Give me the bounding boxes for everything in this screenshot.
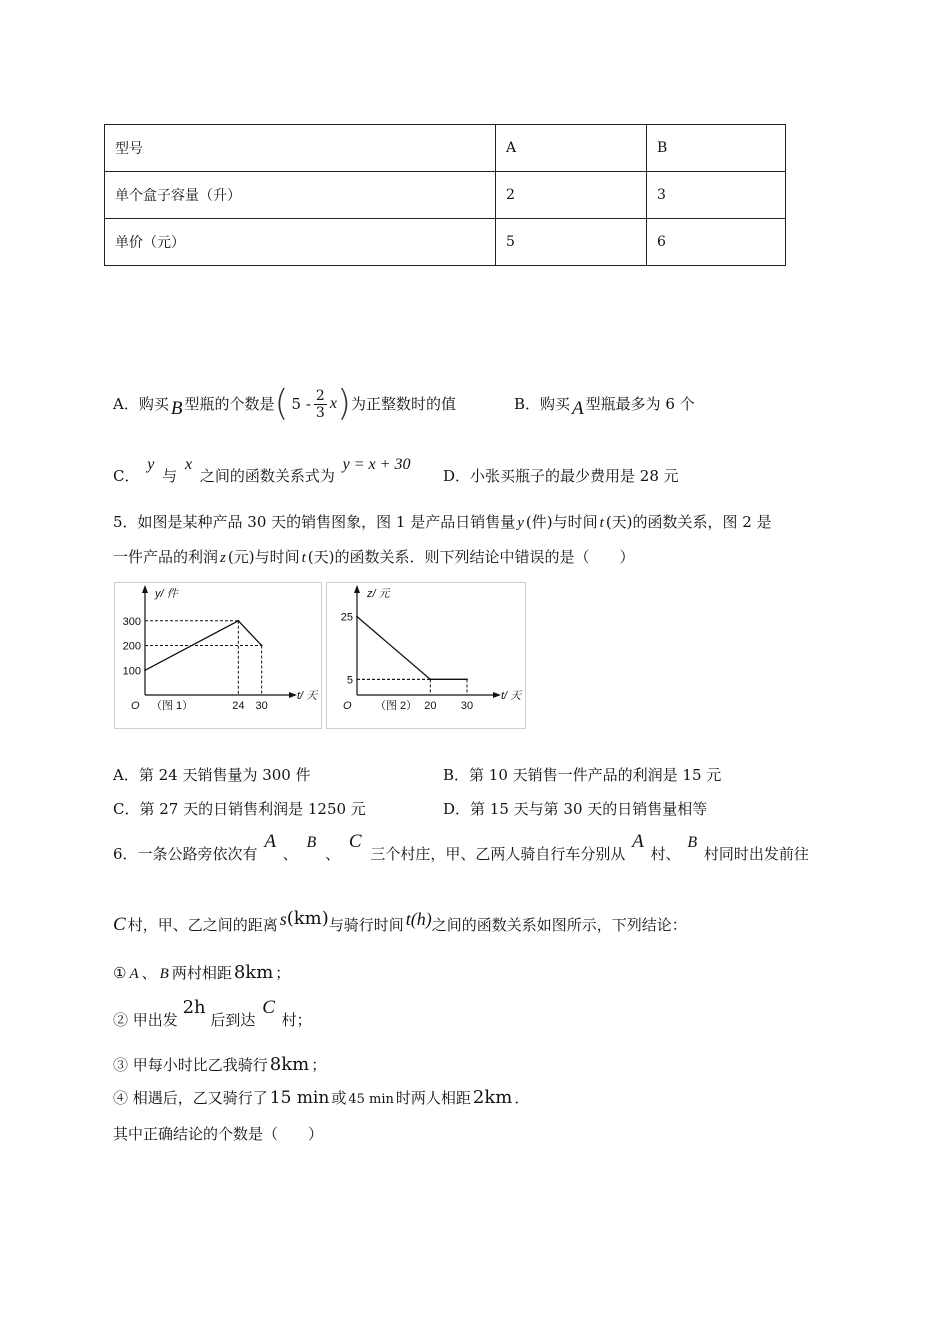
statement-text: ； — [311, 1056, 327, 1074]
table-cell: 型号 — [105, 125, 496, 172]
y-tick-label: 100 — [122, 665, 141, 678]
y-tick-label: 300 — [122, 615, 141, 628]
statement-text: ③ 甲每小时比乙我骑行 — [113, 1056, 268, 1074]
stem-text: (件)与时间 — [525, 513, 598, 531]
fraction-denominator: 3 — [315, 404, 325, 421]
x-axis-arrow — [493, 692, 501, 698]
table-cell: A — [496, 125, 647, 172]
statement-text: 或 — [331, 1089, 347, 1107]
fraction — [314, 388, 327, 421]
y-tick-label: 200 — [122, 640, 141, 653]
statement-text: ． — [514, 1089, 530, 1107]
option-text: 型瓶最多为 6 个 — [585, 395, 695, 413]
y-axis-arrow — [142, 585, 148, 593]
statement-text: 村； — [281, 1011, 312, 1029]
q4-option-b — [514, 384, 695, 424]
q6-stem-line2 — [113, 908, 687, 942]
x-axis-arrow — [289, 692, 297, 698]
math-var: C — [348, 831, 362, 852]
table-cell: 6 — [647, 219, 786, 266]
stem-text: 、 — [282, 845, 298, 863]
spec-table — [104, 124, 786, 266]
q4-option-d: D．小张买瓶子的最少费用是 28 元 — [443, 467, 679, 485]
table-cell: 3 — [647, 172, 786, 219]
table-cell: 单个盒子容量（升） — [105, 172, 496, 219]
math-var: x — [184, 456, 193, 473]
x-axis-label: t/ 天 — [501, 690, 522, 702]
q6-stem-line1 — [113, 832, 809, 864]
paren-left: ( — [274, 383, 289, 424]
math-value: 2km — [472, 1087, 513, 1108]
math-value: 15 min — [269, 1088, 330, 1108]
math-var: z — [220, 550, 226, 566]
table-row — [105, 125, 786, 172]
math-expr: 5 - — [291, 395, 311, 413]
data-point — [144, 669, 146, 671]
chart-figure-2 — [326, 582, 526, 729]
stem-text: 三个村庄，甲、乙两人骑自行车分别从 — [370, 845, 626, 863]
statement-text: 两村相距 — [171, 964, 232, 982]
figure-caption: （图 2） — [375, 700, 418, 712]
data-point — [356, 616, 358, 618]
y-tick-label: 25 — [340, 611, 353, 624]
stem-text: 村、 — [650, 845, 681, 863]
stem-text: 与骑行时间 — [328, 916, 404, 934]
table-cell: 2 — [496, 172, 647, 219]
math-var: s — [279, 909, 287, 929]
series-line — [357, 617, 467, 680]
y-axis-label: z/ 元 — [367, 588, 390, 600]
statement-text: ④ 相遇后，乙又骑行了 — [113, 1089, 268, 1107]
math-var: C — [262, 997, 275, 1018]
math-var: C — [113, 914, 126, 935]
stem-text: (元)与时间 — [227, 548, 300, 566]
math-var: A — [264, 831, 276, 852]
table-row — [105, 172, 786, 219]
math-var: A — [572, 398, 584, 419]
y-tick-label: 5 — [346, 674, 353, 687]
math-value: 45 min — [348, 1092, 394, 1107]
option-text: 型瓶的个数是 — [184, 395, 275, 413]
stem-text: 一件产品的利润 — [113, 548, 219, 566]
x-tick-label: 30 — [460, 700, 474, 712]
q4-option-c — [113, 456, 410, 492]
math-var: B — [306, 834, 317, 851]
paren-right: ) — [336, 383, 351, 424]
q5-stem-line1 — [113, 512, 772, 533]
y-axis-label: y/ 件 — [155, 588, 178, 600]
q6-statement-2 — [113, 998, 312, 1030]
chart-1-svg — [115, 583, 321, 728]
math-value: 8km — [233, 962, 274, 983]
math-formula: y = x + 30 — [342, 456, 411, 473]
statement-text: 后到达 — [210, 1011, 256, 1029]
math-value: 2h — [182, 997, 206, 1018]
q6-statement-4 — [113, 1088, 529, 1110]
data-point — [261, 645, 263, 647]
math-var: B — [170, 398, 183, 419]
math-var: A — [129, 966, 139, 982]
x-tick-label: 30 — [255, 700, 268, 712]
math-var: x — [329, 395, 337, 412]
stem-text: (天)的函数关系，图 2 是 — [605, 513, 772, 531]
q5-option-c: C．第 27 天的日销售利润是 1250 元 — [113, 800, 366, 818]
stem-text: 村同时出发前往 — [703, 845, 809, 863]
math-var: t — [301, 550, 306, 566]
chart-figure-1 — [114, 582, 322, 729]
statement-text: 时两人相距 — [395, 1089, 471, 1107]
math-unit: (km) — [286, 908, 329, 929]
q6-question: 其中正确结论的个数是（ ） — [113, 1125, 324, 1143]
statement-text: ① — [113, 964, 127, 982]
math-var: t — [599, 515, 604, 531]
q4-option-a — [113, 384, 456, 424]
math-var: B — [159, 966, 169, 982]
math-var: A — [632, 831, 644, 852]
y-axis-arrow — [354, 585, 360, 593]
q5-option-a: A．第 24 天销售量为 300 件 — [113, 766, 311, 784]
data-point — [466, 678, 468, 680]
stem-text: 5．如图是某种产品 30 天的销售图象，图 1 是产品日销售量 — [113, 513, 516, 531]
x-axis-label: t/ 天 — [297, 690, 318, 702]
chart-2-svg — [327, 583, 525, 728]
figure-caption: （图 1） — [151, 700, 194, 712]
table-cell: 单价（元） — [105, 219, 496, 266]
math-var: t — [405, 909, 411, 929]
option-text: C． — [113, 467, 140, 485]
origin-label: O — [131, 700, 140, 712]
option-text: 与 — [162, 467, 178, 485]
statement-text: ； — [275, 964, 291, 982]
x-tick-label: 20 — [424, 700, 437, 712]
math-var: y — [517, 515, 524, 531]
stem-text: 6．一条公路旁依次有 — [113, 845, 258, 863]
origin-label: O — [343, 700, 352, 712]
math-var: y — [147, 456, 155, 473]
option-text: 为正整数时的值 — [350, 395, 456, 413]
q6-statement-3 — [113, 1055, 326, 1075]
statement-text: ② 甲出发 — [113, 1011, 178, 1029]
data-point — [429, 678, 431, 680]
table-row — [105, 219, 786, 266]
q5-option-b: B．第 10 天销售一件产品的利润是 15 元 — [443, 766, 722, 784]
option-text: A．购买 — [113, 395, 169, 413]
option-text: 之间的函数关系式为 — [199, 467, 335, 485]
data-point — [237, 620, 239, 622]
table-cell: B — [647, 125, 786, 172]
q5-option-d: D．第 15 天与第 30 天的日销售量相等 — [443, 800, 708, 818]
fraction-numerator: 2 — [315, 387, 325, 404]
math-value: 8km — [269, 1054, 310, 1075]
math-var: B — [687, 834, 698, 851]
table-cell: 5 — [496, 219, 647, 266]
q6-statement-1 — [113, 963, 290, 984]
option-text: B．购买 — [514, 395, 571, 413]
stem-text: 之间的函数关系如图所示，下列结论： — [431, 916, 687, 934]
q5-stem-line2 — [113, 547, 634, 568]
statement-text: 、 — [141, 964, 157, 982]
x-tick-label: 24 — [232, 700, 245, 712]
stem-text: 、 — [325, 845, 341, 863]
stem-text: (天)的函数关系．则下列结论中错误的是（ ） — [307, 548, 635, 566]
math-unit: (h) — [410, 909, 432, 929]
stem-text: 村，甲、乙之间的距离 — [127, 916, 278, 934]
